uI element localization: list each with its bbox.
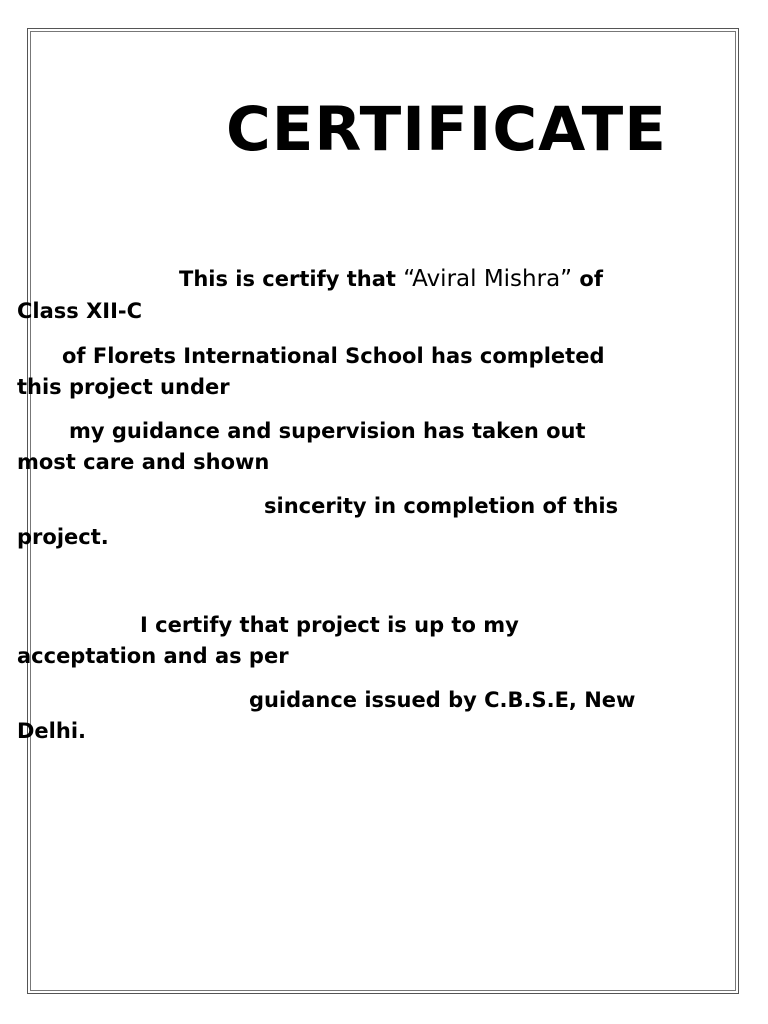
paragraph-1-line-5: my guidance and supervision has taken out [69, 419, 586, 443]
paragraph-2-line-4: Delhi. [17, 719, 86, 743]
paragraph-1-line-4: this project under [17, 375, 230, 399]
student-name: “Aviral Mishra” [403, 266, 573, 292]
paragraph-2-line-3: guidance issued by C.B.S.E, New [249, 688, 636, 712]
paragraph-1-line-1 [179, 266, 603, 292]
certify-intro-text: This is certify that [179, 267, 404, 291]
paragraph-2-line-1: I certify that project is up to my [140, 613, 519, 637]
paragraph-1-line-2: Class XII-C [17, 299, 143, 323]
paragraph-1-line-8: project. [17, 525, 109, 549]
certify-of-text: of [572, 267, 603, 291]
paragraph-1-line-7: sincerity in completion of this [264, 494, 619, 518]
certificate-title: CERTIFICATE [226, 94, 667, 165]
paragraph-1-line-6: most care and shown [17, 450, 270, 474]
paragraph-2-line-2: acceptation and as per [17, 644, 289, 668]
paragraph-1-line-3: of Florets International School has completed [62, 344, 605, 368]
